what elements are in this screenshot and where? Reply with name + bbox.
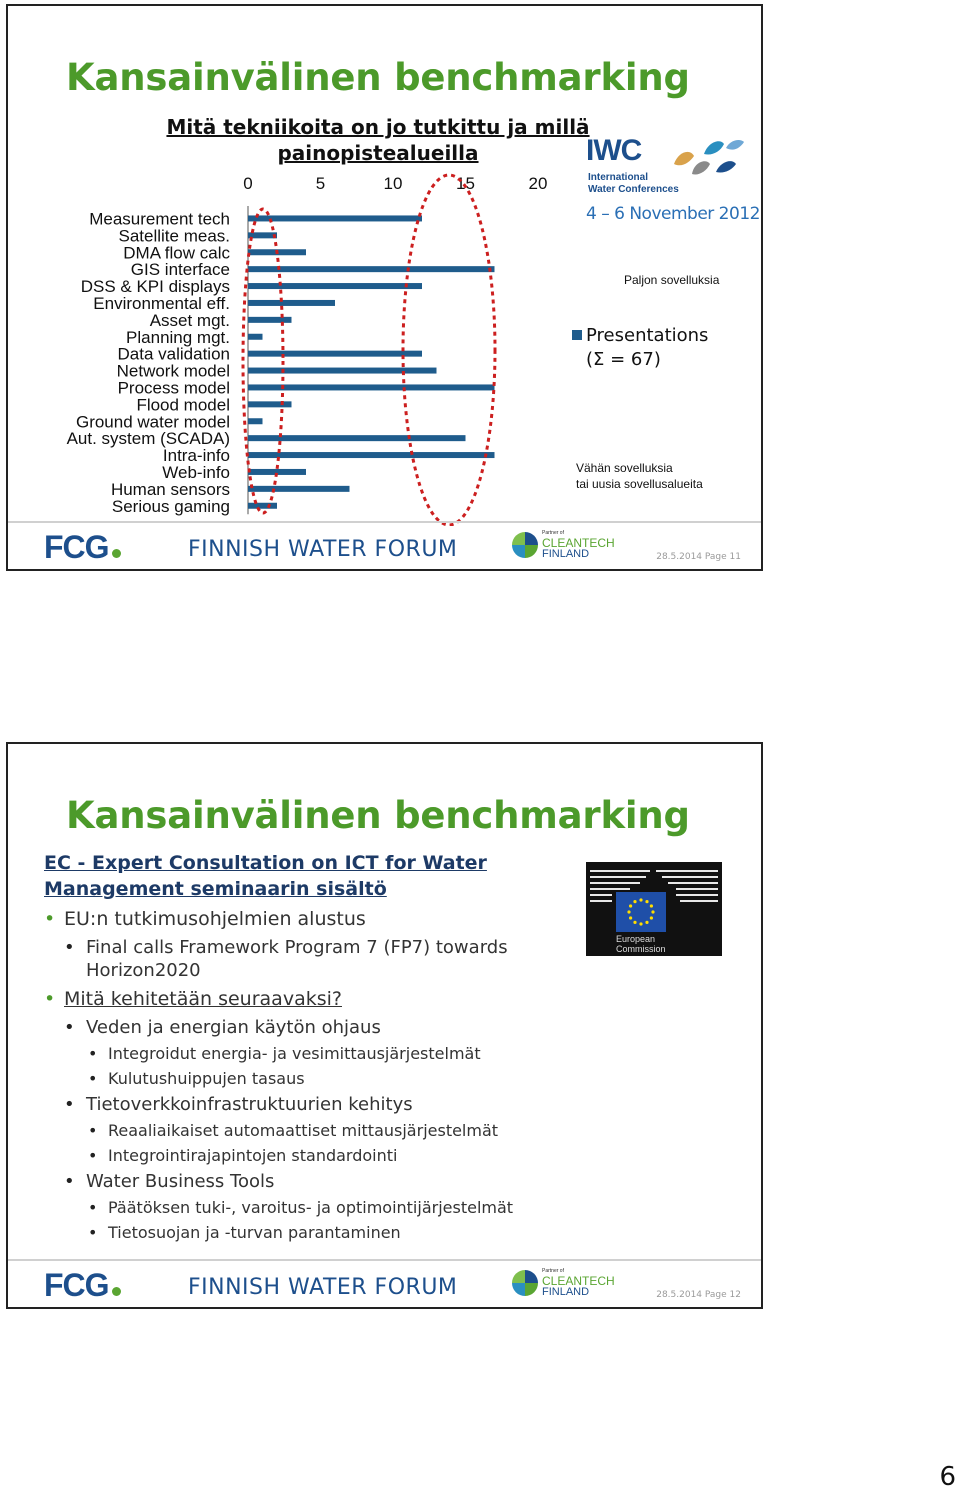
bar (248, 384, 495, 390)
category-label: Ground water model (75, 412, 230, 432)
cleantech-icon (512, 1270, 538, 1296)
footer-divider (8, 521, 761, 523)
bar (248, 368, 437, 374)
bar (248, 300, 335, 306)
bar (248, 418, 263, 424)
note-few-applications-2: tai uusia sovellusalueita (576, 477, 703, 491)
x-tick-label: 20 (528, 174, 548, 193)
x-tick-label: 10 (383, 174, 403, 193)
bullet-data-security: • Tietosuojan ja -turvan parantaminen (44, 1222, 584, 1243)
bullet-fp7: • Final calls Framework Program 7 (FP7) towards Horizon2020 (44, 936, 584, 982)
iwc-subtitle: International (588, 172, 649, 183)
note-many-applications: Paljon sovelluksia (624, 273, 720, 287)
cleantech-finland-logo: Partner of CLEANTECH FINLAND (512, 530, 616, 562)
category-label: Web-info (162, 462, 230, 482)
category-label: Asset mgt. (149, 310, 230, 330)
category-label: Process model (117, 378, 230, 398)
x-tick-label: 5 (315, 174, 326, 193)
finnish-water-forum-logo: FINNISH WATER FORUM (188, 1275, 458, 1300)
bullet-water-energy: • Veden ja energian käytön ohjaus (44, 1016, 584, 1039)
bar-chart (8, 6, 763, 526)
bullet-interface-standardization: • Integrointirajapintojen standardointi (44, 1145, 584, 1166)
category-label: Intra-info (162, 446, 230, 466)
water-drops-icon (664, 134, 746, 186)
category-label: Human sensors (110, 479, 230, 499)
page-number: 6 (939, 1462, 956, 1492)
chart-legend (572, 324, 708, 372)
bullet-eu-research: • EU:n tutkimusohjelmien alustus (44, 906, 584, 932)
bullet-network-infra: • Tietoverkkoinfrastruktuurien kehitys (44, 1093, 584, 1116)
footer-divider (8, 1259, 761, 1261)
cleantech-finland-logo: Partner of CLEANTECH FINLAND (512, 1268, 616, 1300)
note-few-applications: Vähän sovelluksia (576, 461, 673, 475)
bar (248, 334, 263, 340)
category-label: DMA flow calc (123, 243, 230, 263)
category-label: Data validation (117, 344, 230, 364)
bar (248, 317, 292, 323)
slide-12 (6, 742, 763, 1309)
bar (248, 351, 422, 357)
bullet-decision-support: • Päätöksen tuki-, varoitus- ja optimointijärjestelmät (44, 1197, 584, 1218)
category-label: Flood model (136, 395, 230, 415)
bullet-peak-shaving: • Kulutushuippujen tasaus (44, 1068, 584, 1089)
iwc-subtitle-2: Water Conferences (588, 184, 679, 195)
chart-title: Mitä tekniikoita on jo tutkittu ja millä painopistealueilla (166, 115, 590, 165)
ec-logo-text: European Commission (616, 934, 666, 954)
eu-flag-icon (616, 892, 666, 932)
bullet-business-tools: • Water Business Tools (44, 1170, 584, 1193)
bar (248, 266, 495, 272)
category-label: DSS & KPI displays (80, 277, 230, 297)
bar (248, 486, 350, 492)
category-label: GIS interface (130, 260, 230, 280)
cleantech-icon (512, 532, 538, 558)
bar (248, 283, 422, 289)
slide-title: Kansainvälinen benchmarking (66, 794, 690, 837)
legend-label: Presentations (586, 325, 709, 346)
finnish-water-forum-logo: FINNISH WATER FORUM (188, 537, 458, 562)
bullet-realtime-measurement: • Reaaliaikaiset automaattiset mittausjärjestelmät (44, 1120, 584, 1141)
category-label: Serious gaming (111, 496, 230, 516)
slide-title: Kansainvälinen benchmarking (66, 56, 690, 99)
bar (248, 215, 422, 221)
iwc-logo-text: IWC (586, 134, 642, 167)
page-footer: 28.5.2014 Page 12 (656, 1290, 741, 1300)
fcg-logo: FCG (44, 529, 121, 566)
section-heading: EC - Expert Consultation on ICT for Water Management seminaarin sisältö (44, 852, 487, 900)
highlight-ellipse-high (403, 175, 495, 525)
bar (248, 503, 277, 509)
category-label: Environmental eff. (93, 293, 230, 313)
legend-swatch (572, 330, 582, 340)
bullet-integrated-metering: • Integroidut energia- ja vesimittausjärjestelmät (44, 1043, 584, 1064)
category-label: Planning mgt. (126, 327, 230, 347)
fcg-logo: FCG (44, 1267, 121, 1304)
bar (248, 401, 292, 407)
x-tick-label: 15 (456, 174, 475, 193)
legend-sum: (Σ = 67) (586, 349, 661, 370)
category-label: Aut. system (SCADA) (66, 429, 230, 449)
category-label: Measurement tech (89, 209, 230, 229)
x-tick-label: 0 (243, 174, 253, 193)
category-label: Network model (116, 361, 230, 381)
page-footer: 28.5.2014 Page 11 (656, 552, 741, 562)
iwc-date: 4 – 6 November 2012 (586, 204, 760, 224)
bar (248, 452, 495, 458)
slide-11 (6, 4, 763, 571)
bullet-next-developments: • Mitä kehitetään seuraavaksi? (44, 986, 584, 1012)
bullet-list (44, 906, 584, 1247)
category-label: Satellite meas. (118, 226, 230, 246)
iwc-logo (586, 134, 760, 234)
european-commission-logo (586, 862, 722, 956)
